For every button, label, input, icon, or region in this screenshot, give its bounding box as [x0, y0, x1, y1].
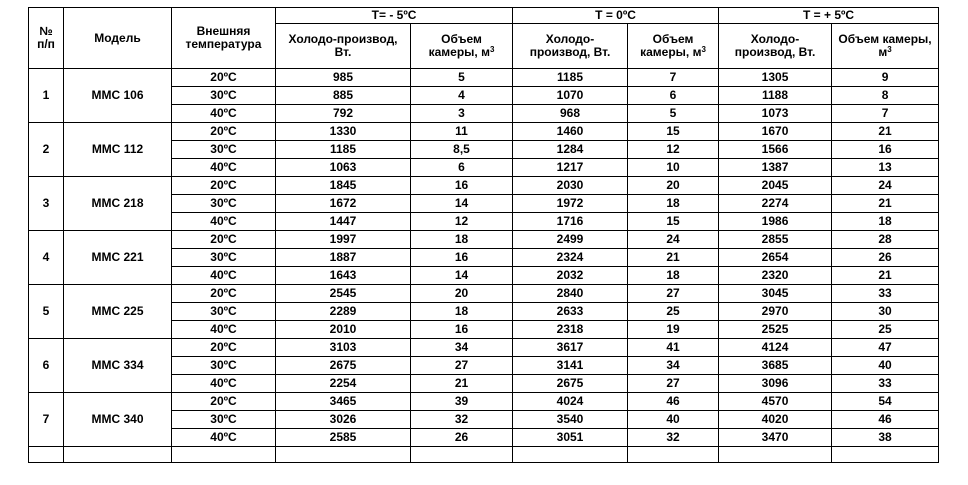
volume-cell: 46	[628, 393, 719, 411]
capacity-cell: 2499	[513, 231, 628, 249]
volume-cell: 3	[411, 105, 513, 123]
row-temperature: 30ºC	[172, 357, 276, 375]
volume-cell: 28	[832, 231, 939, 249]
capacity-cell: 2654	[719, 249, 832, 267]
capacity-cell: 1972	[513, 195, 628, 213]
header-row-groups	[29, 8, 939, 24]
capacity-cell: 2675	[276, 357, 411, 375]
volume-cell: 27	[628, 285, 719, 303]
capacity-cell: 3103	[276, 339, 411, 357]
empty-cell	[719, 447, 832, 463]
volume-cell: 26	[411, 429, 513, 447]
capacity-cell: 3617	[513, 339, 628, 357]
capacity-cell: 1070	[513, 87, 628, 105]
capacity-cell: 2545	[276, 285, 411, 303]
volume-cell: 54	[832, 393, 939, 411]
capacity-cell: 1188	[719, 87, 832, 105]
volume-cell: 27	[411, 357, 513, 375]
capacity-cell: 2289	[276, 303, 411, 321]
table-body	[29, 69, 939, 463]
volume-cell: 25	[628, 303, 719, 321]
capacity-cell: 1063	[276, 159, 411, 177]
volume-cell: 40	[832, 357, 939, 375]
capacity-cell: 3540	[513, 411, 628, 429]
row-temperature: 40ºC	[172, 159, 276, 177]
row-temperature: 30ºC	[172, 411, 276, 429]
capacity-cell: 4024	[513, 393, 628, 411]
capacity-cell: 2855	[719, 231, 832, 249]
capacity-cell: 3045	[719, 285, 832, 303]
capacity-cell: 2045	[719, 177, 832, 195]
header-ext-temp: Внешняя температура	[172, 8, 276, 69]
capacity-cell: 1887	[276, 249, 411, 267]
row-temperature: 30ºC	[172, 303, 276, 321]
capacity-cell: 792	[276, 105, 411, 123]
volume-cell: 16	[411, 249, 513, 267]
empty-cell	[832, 447, 939, 463]
volume-cell: 11	[411, 123, 513, 141]
volume-cell: 18	[628, 195, 719, 213]
row-temperature: 20ºC	[172, 393, 276, 411]
row-temperature: 30ºC	[172, 195, 276, 213]
header-volume: Объем камеры, $м^3$	[832, 24, 939, 69]
capacity-cell: 2633	[513, 303, 628, 321]
row-temperature: 40ºC	[172, 105, 276, 123]
capacity-cell: 3096	[719, 375, 832, 393]
volume-cell: 7	[832, 105, 939, 123]
capacity-cell: 2274	[719, 195, 832, 213]
table-row	[29, 69, 939, 87]
row-temperature: 30ºC	[172, 87, 276, 105]
capacity-cell: 1073	[719, 105, 832, 123]
table-row	[29, 285, 939, 303]
volume-cell: 21	[832, 267, 939, 285]
volume-cell: 38	[832, 429, 939, 447]
volume-cell: 21	[832, 195, 939, 213]
volume-cell: 34	[411, 339, 513, 357]
volume-cell: 16	[411, 177, 513, 195]
capacity-cell: 3685	[719, 357, 832, 375]
volume-cell: 18	[832, 213, 939, 231]
capacity-cell: 2970	[719, 303, 832, 321]
capacity-cell: 2840	[513, 285, 628, 303]
refrigeration-capacity-table	[28, 7, 939, 463]
volume-cell: 12	[628, 141, 719, 159]
capacity-cell: 885	[276, 87, 411, 105]
empty-cell	[276, 447, 411, 463]
volume-cell: 4	[411, 87, 513, 105]
row-number: 3	[29, 177, 64, 231]
volume-cell: 25	[832, 321, 939, 339]
capacity-cell: 1670	[719, 123, 832, 141]
capacity-cell: 1185	[513, 69, 628, 87]
header-group-0: T = 0ºC	[513, 8, 719, 24]
capacity-cell: 1330	[276, 123, 411, 141]
volume-cell: 5	[628, 105, 719, 123]
empty-cell	[172, 447, 276, 463]
capacity-cell: 2032	[513, 267, 628, 285]
capacity-cell: 4020	[719, 411, 832, 429]
volume-cell: 15	[628, 213, 719, 231]
capacity-cell: 1305	[719, 69, 832, 87]
volume-cell: 18	[628, 267, 719, 285]
header-volume: Объем камеры, $м^3$	[628, 24, 719, 69]
capacity-cell: 2318	[513, 321, 628, 339]
capacity-cell: 1284	[513, 141, 628, 159]
row-temperature: 20ºC	[172, 69, 276, 87]
volume-cell: 14	[411, 267, 513, 285]
table-row	[29, 393, 939, 411]
empty-cell	[64, 447, 172, 463]
row-number: 2	[29, 123, 64, 177]
capacity-cell: 1460	[513, 123, 628, 141]
capacity-cell: 3141	[513, 357, 628, 375]
volume-cell: 14	[411, 195, 513, 213]
volume-cell: 9	[832, 69, 939, 87]
volume-cell: 33	[832, 285, 939, 303]
volume-cell: 40	[628, 411, 719, 429]
volume-cell: 41	[628, 339, 719, 357]
row-number: 5	[29, 285, 64, 339]
capacity-cell: 1997	[276, 231, 411, 249]
capacity-cell: 1185	[276, 141, 411, 159]
volume-cell: 16	[832, 141, 939, 159]
volume-cell: 18	[411, 231, 513, 249]
volume-cell: 46	[832, 411, 939, 429]
volume-cell: 33	[832, 375, 939, 393]
header-num: № п/п	[29, 8, 64, 69]
row-temperature: 40ºC	[172, 375, 276, 393]
row-temperature: 20ºC	[172, 339, 276, 357]
row-number: 7	[29, 393, 64, 447]
volume-cell: 8	[832, 87, 939, 105]
table-row	[29, 339, 939, 357]
row-temperature: 20ºC	[172, 177, 276, 195]
row-model: MMC 225	[64, 285, 172, 339]
volume-cell: 20	[411, 285, 513, 303]
volume-cell: 26	[832, 249, 939, 267]
row-model: MMC 106	[64, 69, 172, 123]
header-group-plus5: T = + 5ºC	[719, 8, 939, 24]
row-number: 6	[29, 339, 64, 393]
empty-cell	[513, 447, 628, 463]
row-number: 4	[29, 231, 64, 285]
volume-cell: 30	[832, 303, 939, 321]
capacity-cell: 2010	[276, 321, 411, 339]
capacity-cell: 968	[513, 105, 628, 123]
volume-cell: 7	[628, 69, 719, 87]
table-row	[29, 231, 939, 249]
volume-cell: 21	[628, 249, 719, 267]
capacity-cell: 2030	[513, 177, 628, 195]
capacity-cell: 3051	[513, 429, 628, 447]
capacity-cell: 1387	[719, 159, 832, 177]
row-temperature: 20ºC	[172, 231, 276, 249]
empty-row	[29, 447, 939, 463]
volume-cell: 24	[628, 231, 719, 249]
volume-cell: 47	[832, 339, 939, 357]
row-temperature: 20ºC	[172, 123, 276, 141]
volume-cell: 27	[628, 375, 719, 393]
capacity-cell: 1716	[513, 213, 628, 231]
empty-cell	[29, 447, 64, 463]
volume-cell: 6	[628, 87, 719, 105]
table-row	[29, 177, 939, 195]
capacity-cell: 2254	[276, 375, 411, 393]
table-row	[29, 123, 939, 141]
row-temperature: 40ºC	[172, 213, 276, 231]
row-temperature: 20ºC	[172, 285, 276, 303]
row-temperature: 30ºC	[172, 249, 276, 267]
capacity-cell: 1217	[513, 159, 628, 177]
volume-cell: 8,5	[411, 141, 513, 159]
volume-cell: 20	[628, 177, 719, 195]
capacity-cell: 1845	[276, 177, 411, 195]
capacity-cell: 2324	[513, 249, 628, 267]
row-model: MMC 112	[64, 123, 172, 177]
volume-cell: 16	[411, 321, 513, 339]
capacity-cell: 985	[276, 69, 411, 87]
row-temperature: 40ºC	[172, 267, 276, 285]
row-model: MMC 218	[64, 177, 172, 231]
volume-cell: 21	[411, 375, 513, 393]
volume-cell: 19	[628, 321, 719, 339]
row-model: MMC 334	[64, 339, 172, 393]
capacity-cell: 1566	[719, 141, 832, 159]
volume-cell: 24	[832, 177, 939, 195]
header-capacity: Холодо-производ, Вт.	[513, 24, 628, 69]
volume-cell: 13	[832, 159, 939, 177]
volume-cell: 15	[628, 123, 719, 141]
capacity-cell: 4570	[719, 393, 832, 411]
volume-cell: 34	[628, 357, 719, 375]
row-number: 1	[29, 69, 64, 123]
volume-cell: 12	[411, 213, 513, 231]
volume-cell: 5	[411, 69, 513, 87]
volume-cell: 6	[411, 159, 513, 177]
empty-cell	[411, 447, 513, 463]
volume-cell: 10	[628, 159, 719, 177]
header-capacity: Холодо-производ, Вт.	[719, 24, 832, 69]
capacity-cell: 2585	[276, 429, 411, 447]
volume-cell: 39	[411, 393, 513, 411]
row-model: MMC 221	[64, 231, 172, 285]
volume-cell: 21	[832, 123, 939, 141]
capacity-cell: 1986	[719, 213, 832, 231]
capacity-cell: 3465	[276, 393, 411, 411]
capacity-cell: 1643	[276, 267, 411, 285]
capacity-cell: 3470	[719, 429, 832, 447]
capacity-cell: 2320	[719, 267, 832, 285]
capacity-cell: 4124	[719, 339, 832, 357]
capacity-cell: 2525	[719, 321, 832, 339]
volume-cell: 32	[411, 411, 513, 429]
volume-cell: 32	[628, 429, 719, 447]
row-temperature: 40ºC	[172, 429, 276, 447]
capacity-cell: 1672	[276, 195, 411, 213]
header-capacity: Холодо-производ, Вт.	[276, 24, 411, 69]
header-model: Модель	[64, 8, 172, 69]
row-model: MMC 340	[64, 393, 172, 447]
row-temperature: 30ºC	[172, 141, 276, 159]
header-volume: Объем камеры, $м^3$	[411, 24, 513, 69]
capacity-cell: 2675	[513, 375, 628, 393]
header-group-minus5: T= - 5ºC	[276, 8, 513, 24]
capacity-cell: 3026	[276, 411, 411, 429]
capacity-cell: 1447	[276, 213, 411, 231]
row-temperature: 40ºC	[172, 321, 276, 339]
volume-cell: 18	[411, 303, 513, 321]
empty-cell	[628, 447, 719, 463]
